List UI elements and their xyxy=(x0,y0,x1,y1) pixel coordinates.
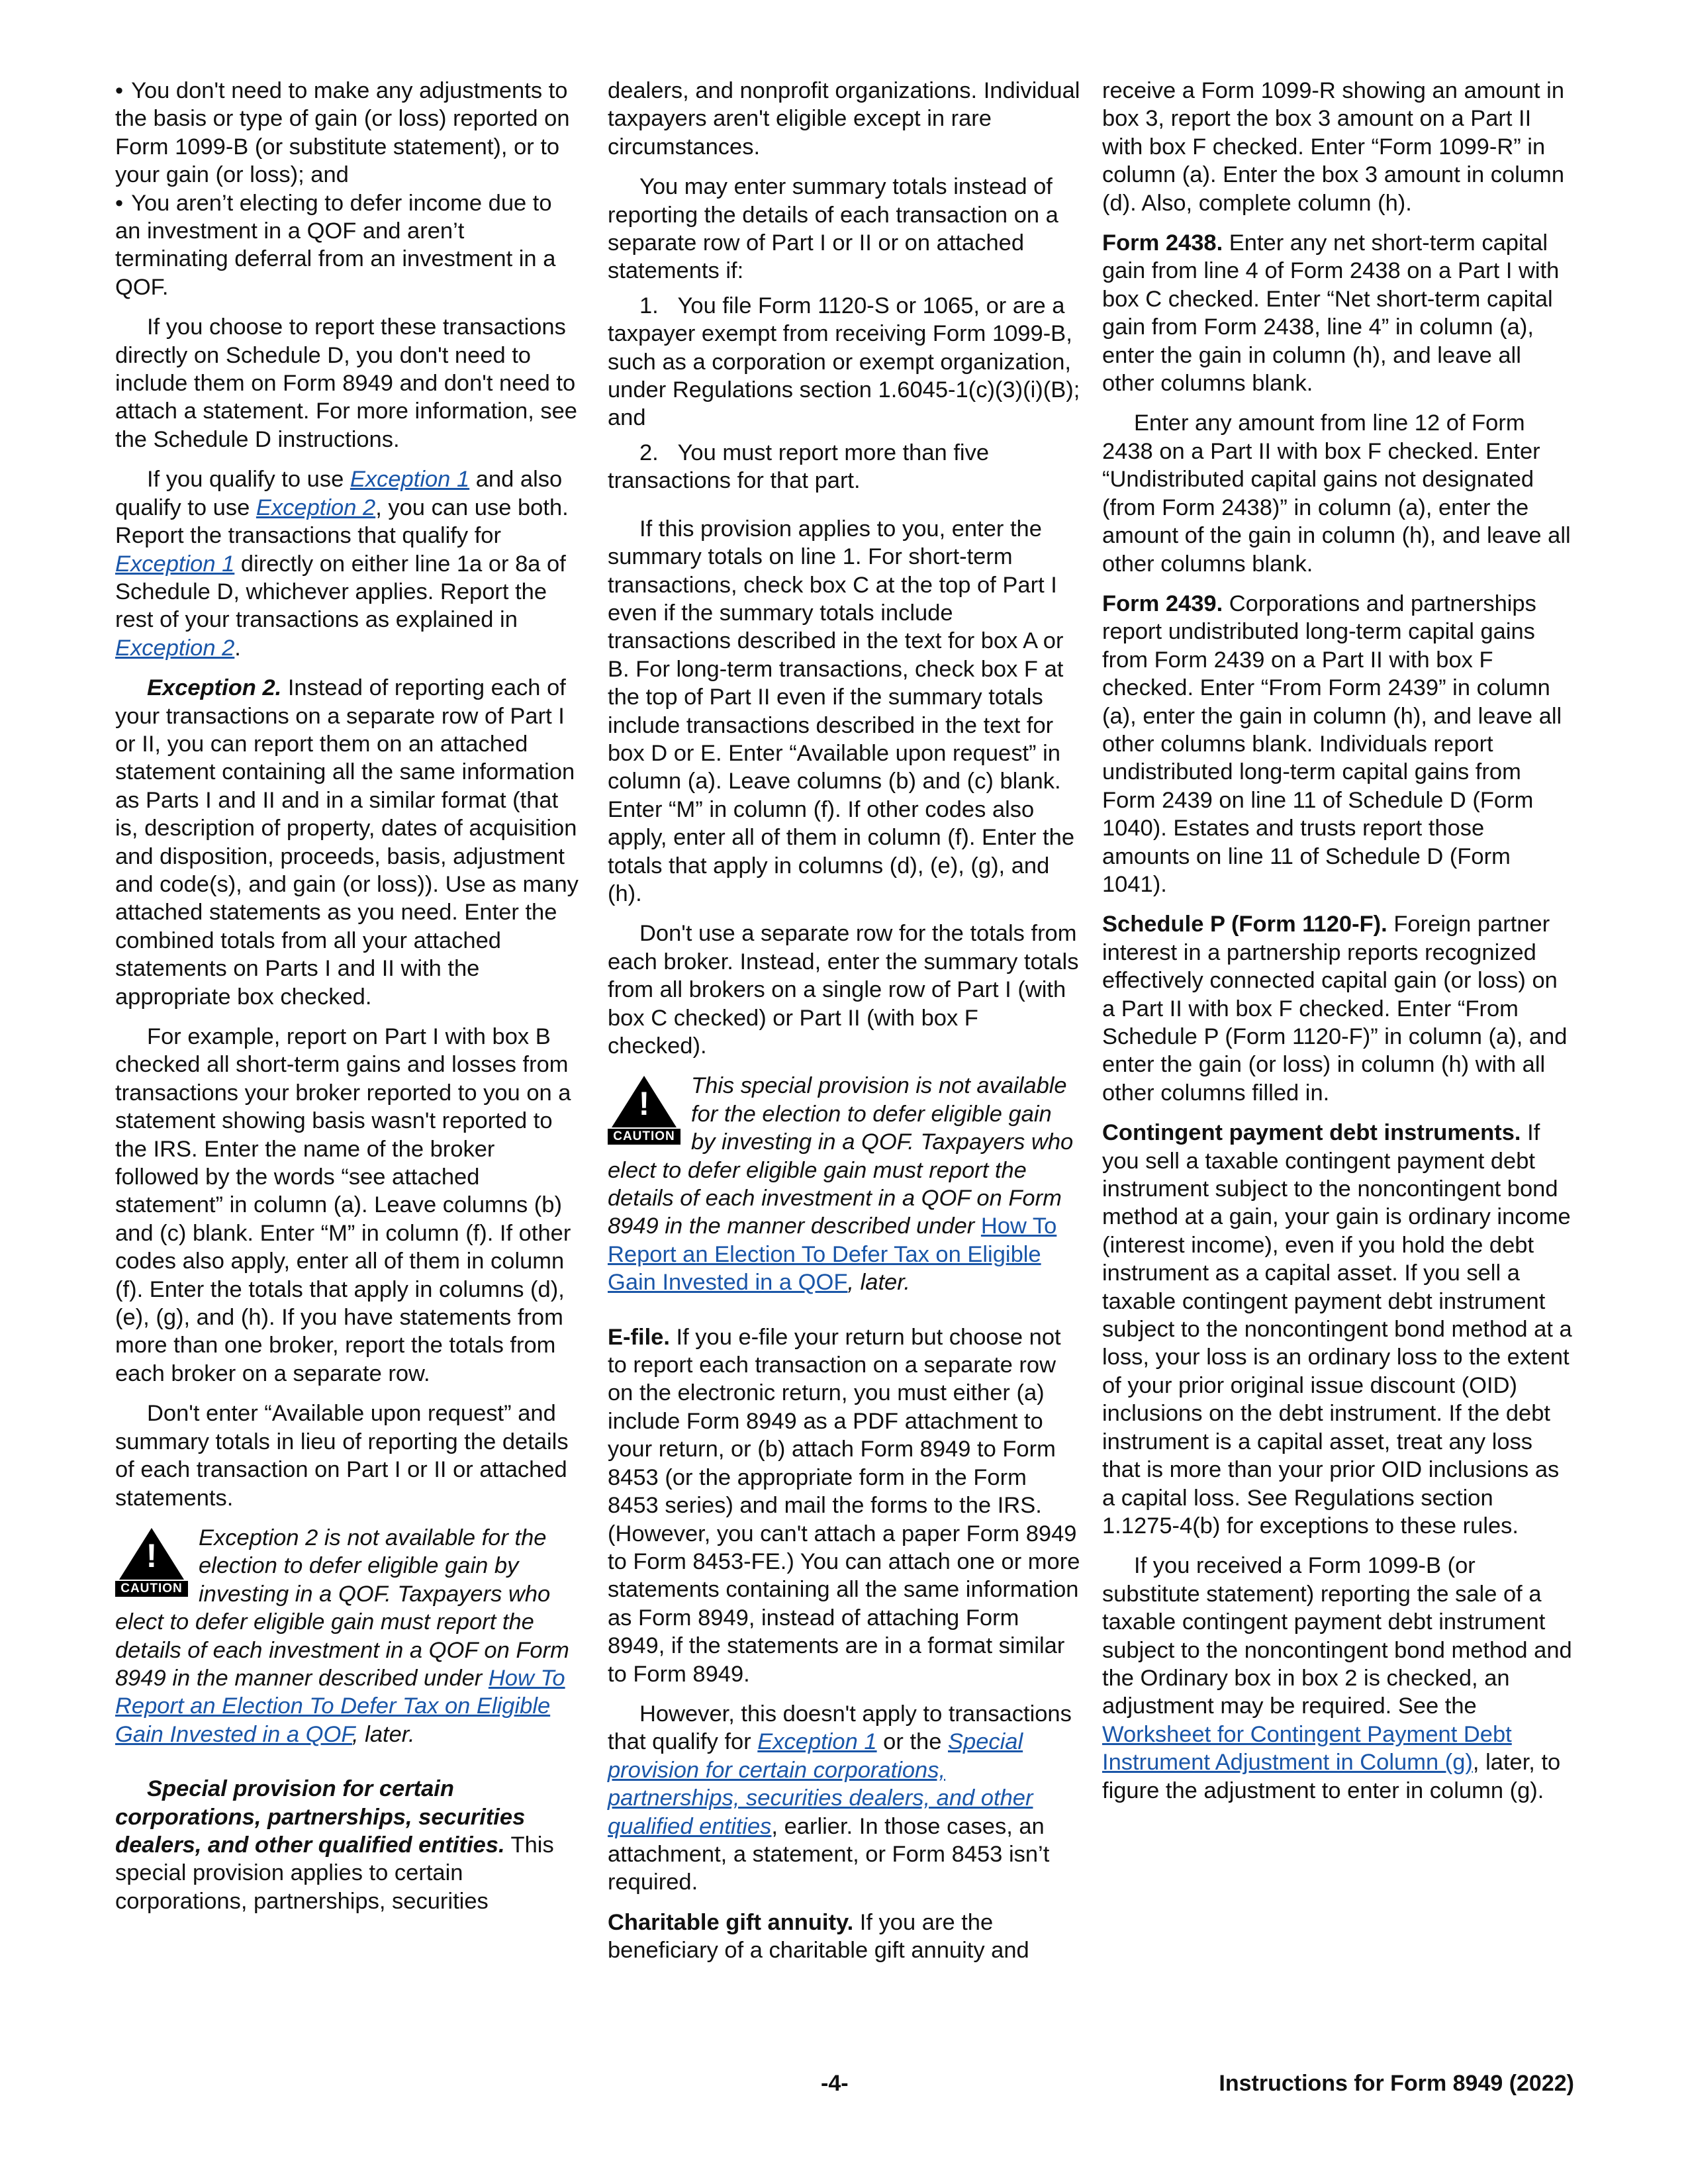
bullet-item: • You aren’t electing to defer income due to an investment in a QOF and aren’t terminating deferral from an investment in a QOF. xyxy=(115,189,579,302)
column-3 xyxy=(1102,77,1575,1817)
section-heading: Form 2438. xyxy=(1102,230,1223,256)
link-exception-1[interactable]: Exception 1 xyxy=(350,467,470,493)
link-exception-1[interactable]: Exception 1 xyxy=(115,551,235,577)
paragraph: If this provision applies to you, enter the summary totals on line 1. For short-term transactions, check box C at the top of Part I even if the summary totals include transactions described in the text for box A or B. For long-term transactions, check box F at the top of Part II even if the summary totals include transactions described in the text for box D or E. Enter “Available upon request” in column (a). Leave columns (b) and (c) blank. Enter “M” in column (f). If other codes also apply, enter all of them in column (f). Enter the totals that apply in columns (d), (e), (g), and (h). xyxy=(608,516,1075,906)
link-exception-2[interactable]: Exception 2 xyxy=(115,635,235,661)
document-title: Instructions for Form 8949 (2022) xyxy=(1219,2071,1574,2096)
link-qof-election[interactable]: How To Report an Election To Defer Tax on Eligible Gain Invested in a QOF xyxy=(608,1213,1057,1296)
link-cpdi-worksheet[interactable]: Worksheet for Contingent Payment Debt Instrument Adjustment in Column (g) xyxy=(1102,1721,1512,1776)
column-1 xyxy=(115,77,579,1927)
paragraph: If you received a Form 1099-B (or substitute statement) reporting the sale of a taxable contingent payment debt instrument subject to the noncontingent bond method and the Ordinary box in box 2 is checked, an adjustment may be required. See the Worksheet for Contingent Payment Debt Instrument Adjustment in Column (g), later, to figure the adjustment to enter in column (g). xyxy=(1102,1553,1572,1803)
link-exception-2[interactable]: Exception 2 xyxy=(256,495,376,520)
form-2439-paragraph: Form 2439. Corporations and partnerships report undistributed long-term capital gains from Form 2439 on a Part II with box F checked. Enter “From Form 2439” in column (a), enter the gain in column (h), and leave all other columns blank. Individuals report undistributed long-term capital gains from Form 2439 on line 11 of Schedule D (Form 1040). Estates and trusts report those amounts on line 11 of Schedule D (Form 1041). xyxy=(1102,591,1562,897)
section-heading: E-file. xyxy=(608,1324,670,1350)
section-heading: Form 2439. xyxy=(1102,591,1223,616)
paragraph: Don't use a separate row for the totals from each broker. Instead, enter the summary totals from all brokers on a single row of Part I (with box C checked) or Part II (with box F checked). xyxy=(608,921,1079,1059)
caution-note: ! CAUTION This special provision is not available for the election to defer eligible gain by investing in a QOF. Taxpayers who elect to defer eligible gain must report the details of each investment in a QOF on Form 8949 in the manner described under How To Report an Election To Defer Tax on Eligible Gain Invested in a QOF, later. xyxy=(608,1073,1074,1296)
paragraph: receive a Form 1099-R showing an amount in box 3, report the box 3 amount on a Part II with box F checked. Enter “Form 1099-R” in column (a). Enter the box 3 amount in column (d). Also, complete column (h). xyxy=(1102,78,1565,216)
bullet-item: • You don't need to make any adjustments to the basis or type of gain (or loss) reported on Form 1099-B (or substitute statement), or to your gain (or loss); and xyxy=(115,77,579,189)
paragraph: Don't enter “Available upon request” and summary totals in lieu of reporting the details of each transaction on Part I or II or attached statements. xyxy=(115,1401,569,1511)
schedule-p-paragraph: Schedule P (Form 1120-F). Foreign partner interest in a partnership reports recognized effectively connected capital gain (or loss) on a Part II with box F checked. Enter “From Schedule P (Form 1120-F)” in column (a), and enter the gain (or loss) in column (h) with all other columns filled in. xyxy=(1102,912,1568,1106)
exception-2-paragraph: Exception 2. Instead of reporting each of your transactions on a separate row of Part I or II, you can report them on an attached statement containing all the same information as Parts I and II and in a similar format (that is, description of property, dates of acquisition and disposition, proceeds, basis, adjustment and code(s), and gain (or loss)). Use as many attached statements as you need. Enter the combined totals from all your attached statements on Parts I and II with the appropriate box checked. xyxy=(115,675,579,1010)
caution-note: ! CAUTION Exception 2 is not available for the election to defer eligible gain by investing in a QOF. Taxpayers who elect to defer eligible gain must report the details of each investment in a QOF on Form 8949 in the manner described under How To Report an Election To Defer Tax on Eligible Gain Invested in a QOF, later. xyxy=(115,1525,569,1747)
section-heading: Charitable gift annuity. xyxy=(608,1909,854,1935)
paragraph: dealers, and nonprofit organizations. Individual taxpayers aren't eligible except in rare circumstances. xyxy=(608,78,1080,160)
paragraph: You may enter summary totals instead of reporting the details of each transaction on a separate row of Part I or II or on attached statements if: xyxy=(608,174,1058,284)
section-heading: Schedule P (Form 1120-F). xyxy=(1102,912,1387,937)
paragraph: If you choose to report these transactions directly on Schedule D, you don't need to include them on Form 8949 and don't need to attach a statement. For more information, see the Schedule D instructions. xyxy=(115,314,577,452)
special-provision-paragraph: Special provision for certain corporations, partnerships, securities dealers, and other qualified entities. This special provision applies to certain corporations, partnerships, securities xyxy=(115,1776,554,1914)
section-heading: Special provision for certain corporations, partnerships, securities dealers, and other qualified entities. xyxy=(115,1776,526,1858)
paragraph: However, this doesn't apply to transactions that qualify for Exception 1 or the Special provision for certain corporations, partnerships, securities dealers, and other qualified entities, earlier. In those cases, an attachment, a statement, or Form 8453 isn’t required. xyxy=(608,1701,1072,1895)
section-heading: Exception 2. xyxy=(147,675,282,701)
link-special-provision[interactable]: Special provision for certain corporations, partnerships, securities dealers, and other qualified entities xyxy=(608,1729,1033,1839)
charitable-gift-annuity-paragraph: Charitable gift annuity. If you are the beneficiary of a charitable gift annuity and xyxy=(608,1909,1029,1964)
numbered-item: 1. You file Form 1120-S or 1065, or are a taxpayer exempt from receiving Form 1099-B, such as a corporation or exempt organization, under Regulations section 1.6045-1(c)(3)(i)(B); and xyxy=(608,293,1080,431)
section-heading: Contingent payment debt instruments. xyxy=(1102,1120,1521,1146)
paragraph: If you qualify to use Exception 1 and also qualify to use Exception 2, you can use both. Report the transactions that qualify for Exception 1 directly on either line 1a or 8a of Schedule D, whichever applies. Report the rest of your transactions as explained in Exception 2. xyxy=(115,467,569,661)
efile-paragraph: E-file. If you e-file your return but choose not to report each transaction on a separate row on the electronic return, you must either (a) include Form 8949 as a PDF attachment to your return, or (b) attach Form 8949 to Form 8453 (or the appropriate form in the Form 8453 series) and mail the forms to the IRS. (However, you can't attach a paper Form 8949 to Form 8453-FE.) You can attach one or more statements containing all the same information as Form 8949, instead of attaching Form 8949, if the statements are in a format similar to Form 8949. xyxy=(608,1324,1080,1687)
link-qof-election[interactable]: How To Report an Election To Defer Tax on Eligible Gain Invested in a QOF xyxy=(115,1665,565,1747)
paragraph: Enter any amount from line 12 of Form 2438 on a Part II with box F checked. Enter “Undistributed capital gains not designated (from Form 2438)” in column (a), enter the amount of the gain in column (h), and leave all other columns blank. xyxy=(1102,410,1571,577)
caution-icon: ! CAUTION xyxy=(115,1528,188,1597)
numbered-item: 2. You must report more than five transactions for that part. xyxy=(608,440,990,494)
form-2438-paragraph: Form 2438. Enter any net short-term capital gain from line 4 of Form 2438 on a Part I with box C checked. Enter “Net short-term capital gain from Form 2438, line 4” in column (a), enter the gain in column (h), and leave all other columns blank. xyxy=(1102,230,1560,397)
column-2 xyxy=(608,77,1081,1977)
paragraph: For example, report on Part I with box B checked all short-term gains and losses from transactions your broker reported to you on a statement showing basis wasn't reported to the IRS. Enter the name of the broker followed by the words “see attached statement” in column (a). Leave columns (b) and (c) blank. Enter “M” in column (f). If other codes also apply, enter all of them in column (f). Enter the totals that apply in columns (d), (e), (g), and (h). If you have statements from more than one broker, report the totals from each broker on a separate row. xyxy=(115,1024,571,1386)
page-number: -4- xyxy=(821,2071,849,2096)
contingent-payment-paragraph: Contingent payment debt instruments. If you sell a taxable contingent payment debt instrument subject to the noncontingent bond method at a gain, your gain is ordinary income (interest income), even if you hold the debt instrument as a capital asset. If you sell a taxable contingent payment debt instrument subject to the noncontingent bond method at a loss, your loss is an ordinary loss to the extent of your prior original issue discount (OID) inclusions on the debt instrument. If the debt instrument is a capital asset, treat any loss that is more than your prior OID inclusions as a capital loss. See Regulations section 1.1275-4(b) for exceptions to these rules. xyxy=(1102,1120,1572,1539)
link-exception-1[interactable]: Exception 1 xyxy=(757,1729,877,1755)
caution-icon: ! CAUTION xyxy=(608,1076,680,1145)
